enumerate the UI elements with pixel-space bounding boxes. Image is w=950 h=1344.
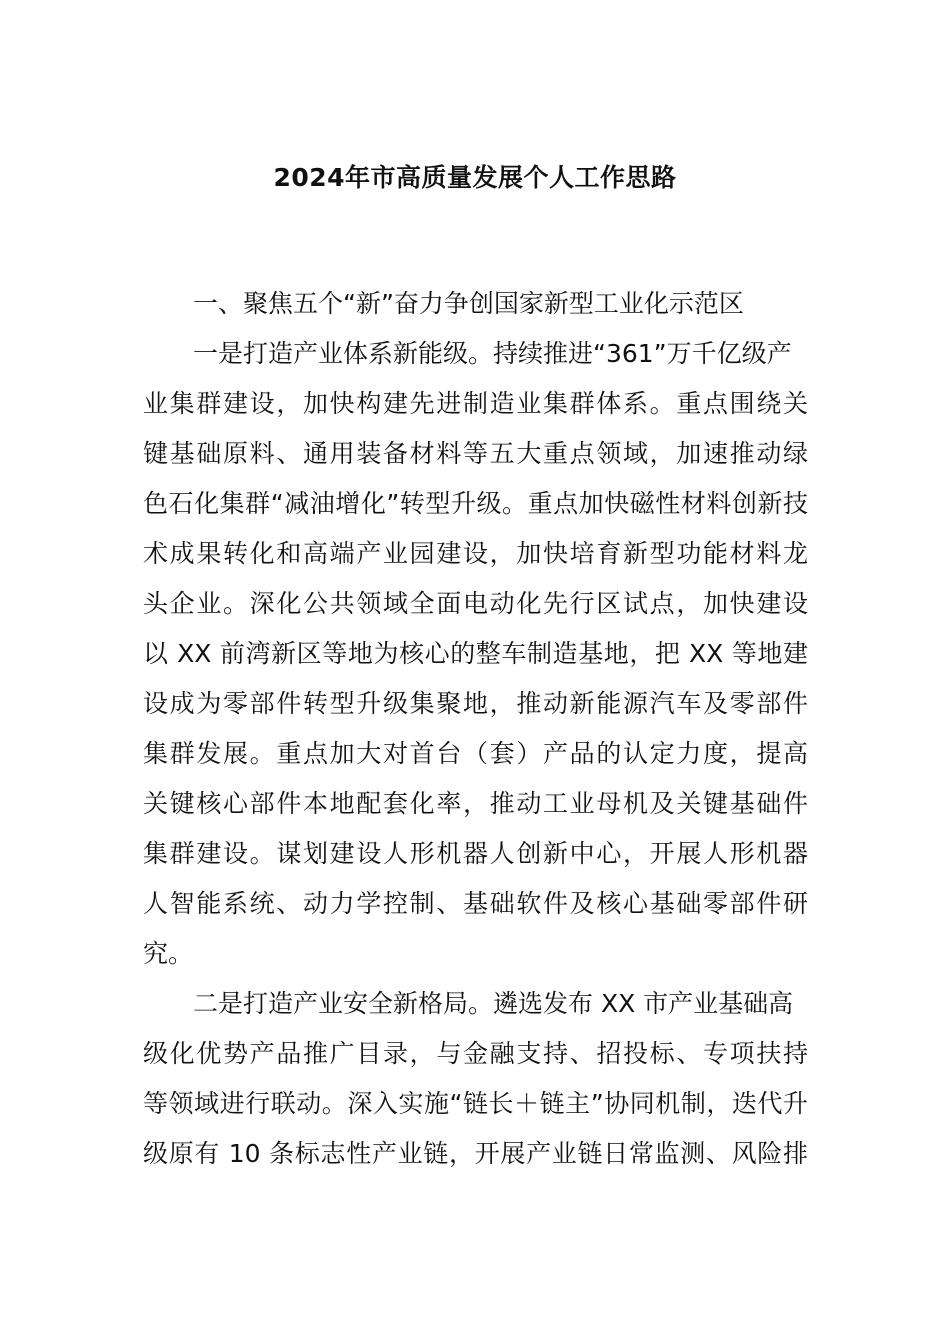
paragraph-line: 级化优势产品推广目录，与金融支持、招投标、专项扶持 (143, 1039, 808, 1068)
paragraph-line: 业集群建设，加快构建先进制造业集群体系。重点围绕关 (143, 389, 808, 418)
paragraph-line: 一是打造产业体系新能级。持续推进“361”万千亿级产 (193, 339, 792, 368)
paragraph-line: 集群建设。谋划建设人形机器人创新中心，开展人形机器 (143, 839, 808, 868)
paragraph-line: 关键核心部件本地配套化率，推动工业母机及关键基础件 (143, 789, 808, 818)
paragraph-line: 以 XX 前湾新区等地为核心的整车制造基地，把 XX 等地建 (143, 639, 808, 668)
document-body (143, 279, 808, 1179)
paragraph-1 (143, 329, 808, 979)
section-heading: 一、聚焦五个“新”奋力争创国家新型工业化示范区 (193, 289, 744, 318)
paragraph-line: 二是打造产业安全新格局。遴选发布 XX 市产业基础高 (193, 989, 794, 1018)
paragraph-line: 等领域进行联动。深入实施“链长＋链主”协同机制，迭代升 (143, 1089, 808, 1118)
paragraph-line: 键基础原料、通用装备材料等五大重点领域，加速推动绿 (143, 439, 808, 468)
paragraph-line: 头企业。深化公共领域全面电动化先行区试点，加快建设 (143, 589, 808, 618)
paragraph-line: 色石化集群“减油增化”转型升级。重点加快磁性材料创新技 (143, 489, 808, 518)
document-title: 2024年市高质量发展个人工作思路 (273, 163, 677, 192)
paragraph-line: 究。 (143, 939, 194, 968)
paragraph-line: 人智能系统、动力学控制、基础软件及核心基础零部件研 (143, 889, 808, 918)
paragraph-line: 级原有 10 条标志性产业链，开展产业链日常监测、风险排 (143, 1139, 808, 1168)
paragraph-line: 术成果转化和高端产业园建设，加快培育新型功能材料龙 (143, 539, 808, 568)
paragraph-line: 设成为零部件转型升级集聚地，推动新能源汽车及零部件 (143, 689, 808, 718)
paragraph-2 (143, 979, 808, 1179)
paragraph-line: 集群发展。重点加大对首台（套）产品的认定力度，提高 (143, 739, 808, 768)
